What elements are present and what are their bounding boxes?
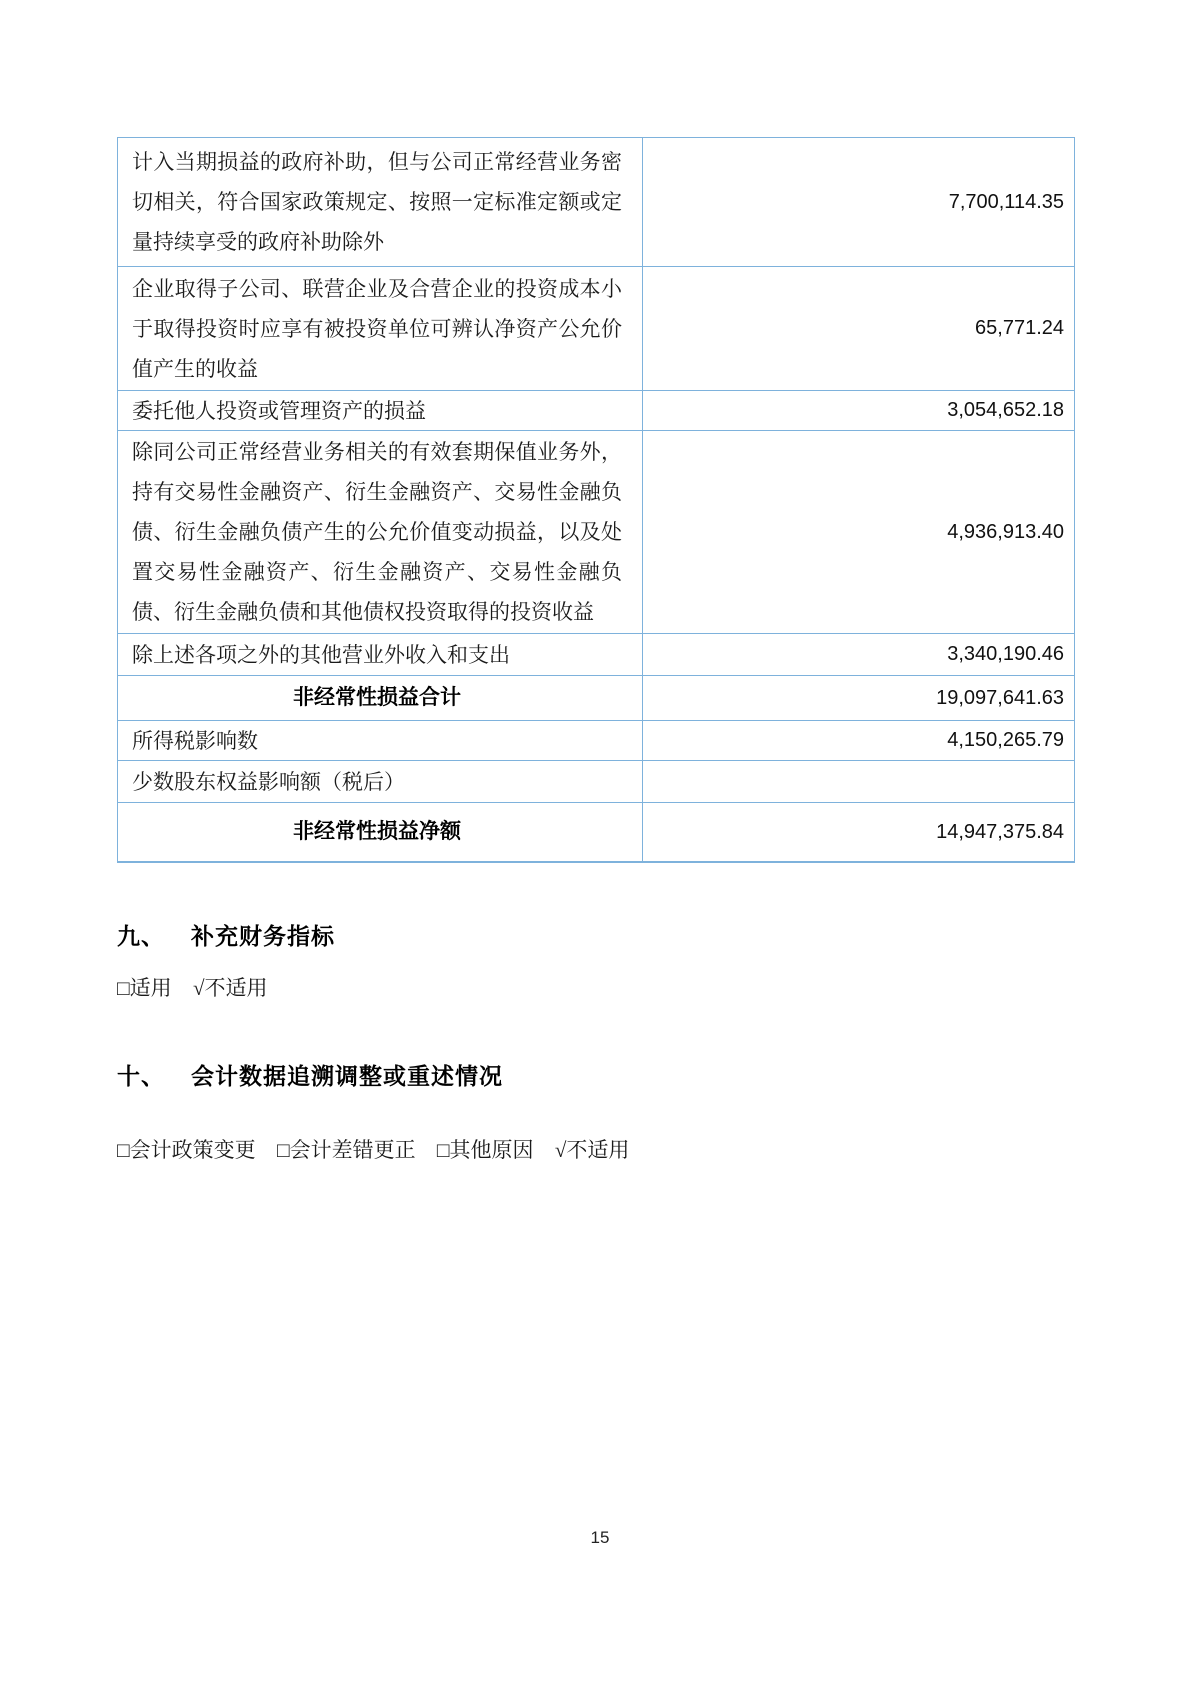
row-value-cell: 3,340,190.46 bbox=[947, 643, 1064, 665]
table-row bbox=[118, 391, 1074, 431]
row-value-cell: 3,054,652.18 bbox=[947, 399, 1064, 421]
row-value-cell: 14,947,375.84 bbox=[936, 820, 1064, 843]
section-number: 九、 bbox=[117, 923, 165, 949]
row-label-cell: 委托他人投资或管理资产的损益 bbox=[118, 391, 643, 430]
row-label-cell: 除上述各项之外的其他营业外收入和支出 bbox=[118, 634, 643, 675]
section-number: 十、 bbox=[117, 1063, 165, 1089]
table-row bbox=[118, 267, 1074, 391]
table-row bbox=[118, 721, 1074, 761]
table-row-total bbox=[118, 803, 1074, 861]
row-value-cell: 4,150,265.79 bbox=[947, 729, 1064, 751]
table-row bbox=[118, 761, 1074, 803]
section-heading-9 bbox=[117, 918, 335, 951]
checkbox-option-not-applicable: √不适用 bbox=[192, 976, 268, 1000]
section-heading-10 bbox=[117, 1058, 503, 1091]
checkbox-option-policy-change: □会计政策变更 bbox=[117, 1138, 256, 1162]
row-label-cell: 计入当期损益的政府补助，但与公司正常经营业务密切相关，符合国家政策规定、按照一定标准定额或定量持续享受的政府补助除外 bbox=[118, 138, 643, 266]
table-row-total bbox=[118, 676, 1074, 721]
row-value-cell: 4,936,913.40 bbox=[947, 520, 1064, 543]
checkbox-option-other-reason: □其他原因 bbox=[436, 1138, 534, 1162]
row-value-cell: 7,700,114.35 bbox=[948, 190, 1064, 213]
section-title: 会计数据追溯调整或重述情况 bbox=[191, 1063, 503, 1089]
row-label-cell: 非经常性损益合计 bbox=[118, 676, 643, 720]
checkbox-option-error-correction: □会计差错更正 bbox=[276, 1138, 416, 1162]
applicability-options-10 bbox=[117, 1134, 629, 1164]
row-value-cell bbox=[643, 761, 1074, 802]
row-label-cell: 非经常性损益净额 bbox=[118, 803, 643, 861]
section-title: 补充财务指标 bbox=[191, 923, 335, 949]
row-label-cell: 企业取得子公司、联营企业及合营企业的投资成本小于取得投资时应享有被投资单位可辨认净资产公允价值产生的收益 bbox=[118, 267, 643, 390]
row-label-cell: 除同公司正常经营业务相关的有效套期保值业务外，持有交易性金融资产、衍生金融资产、交易性金融负债、衍生金融负债产生的公允价值变动损益，以及处置交易性金融资产、衍生金融资产、交易性金融负债、衍生金融负债和其他债权投资取得的投资收益 bbox=[118, 431, 643, 633]
page-number: 15 bbox=[590, 1528, 610, 1547]
checkbox-option-applicable: □适用 bbox=[117, 976, 172, 1000]
checkbox-option-not-applicable: √不适用 bbox=[554, 1138, 630, 1162]
table-row bbox=[118, 138, 1074, 267]
applicability-options-9 bbox=[117, 972, 267, 1002]
table-row bbox=[118, 634, 1074, 676]
table-row bbox=[118, 431, 1074, 634]
non-recurring-items-table bbox=[117, 137, 1075, 863]
row-value-cell: 19,097,641.63 bbox=[936, 686, 1064, 709]
row-label-cell: 少数股东权益影响额（税后） bbox=[118, 761, 643, 802]
row-label-cell: 所得税影响数 bbox=[118, 721, 643, 760]
row-value-cell: 65,771.24 bbox=[975, 317, 1064, 339]
